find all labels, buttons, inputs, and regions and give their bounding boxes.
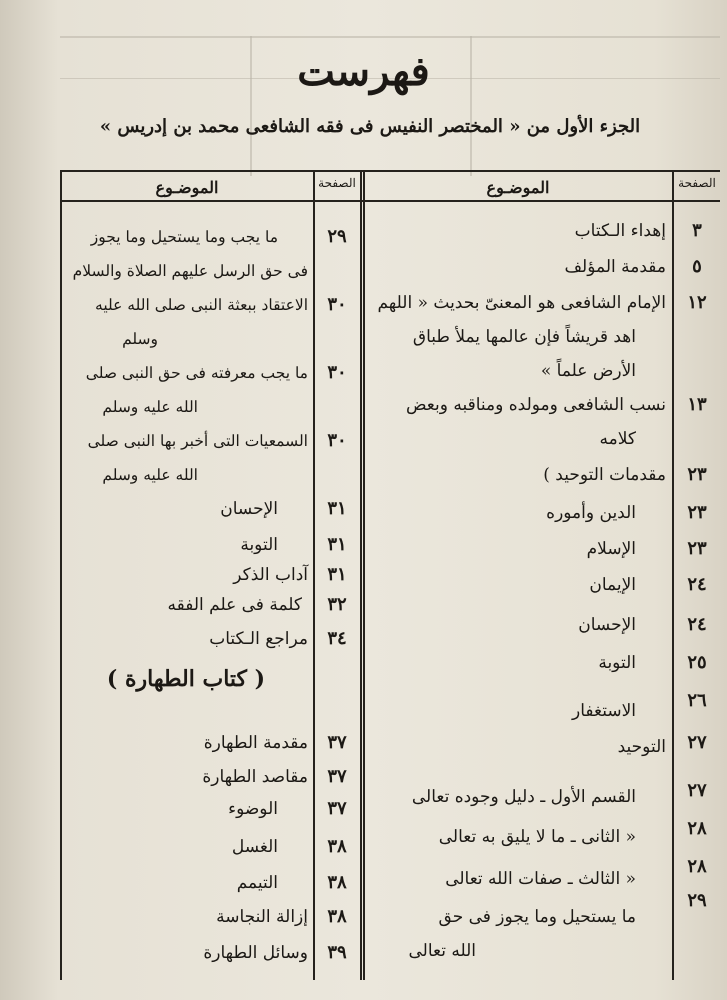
toc-entry: القسم الأول ـ دليل وجوده تعالى [411,787,636,807]
toc-entry: إهداء الـكتاب [574,221,666,241]
page-number: ٢٦ [687,690,707,711]
header-page-left: الصفحة [318,176,356,190]
page-number: ٣٠ [327,430,347,451]
page-number: ٣٨ [327,872,347,893]
page-number: ١٣ [687,394,707,415]
toc-entry: ما يجب معرفته فى حق النبى صلى الله عليه وسلم [85,364,308,416]
toc-section-entry: مقدمات التوحيد ) [543,465,666,485]
page-number: ٣٨ [327,906,347,927]
table-top-rule [60,170,720,172]
header-page-right: الصفحة [678,176,716,190]
toc-entry: « الثانى ـ ما لا يليق به تعالى [438,827,636,847]
page-number: ٢٨ [687,856,707,877]
toc-entry: التيمم [236,873,278,893]
toc-entry: التوبة [240,535,278,555]
page-number: ٣٠ [327,362,347,383]
toc-entry: مقاصد الطهارة [202,767,308,787]
toc-entry: مراجع الـكتاب [209,629,308,649]
page-number: ٣٤ [327,628,347,649]
toc-entry: الدين وأموره [546,503,636,523]
column-double-rule [360,170,365,980]
toc-entry: الاعتقاد ببعثة النبى صلى الله عليه وسلم [95,296,308,348]
page-number: ٢٤ [687,574,707,595]
toc-entry: الاستغفار [572,701,636,721]
toc-entry: إزالة النجاسة [216,907,308,927]
page-number: ٢٥ [687,652,707,673]
page-number: ٣٩ [327,942,347,963]
toc-entry: التوبة [598,653,636,673]
page-number: ٢٧ [687,732,707,753]
contents-table [60,170,720,980]
toc-entry: الغسل [231,837,278,857]
page-number: ٥ [692,256,702,277]
page-number: ٢٣ [687,538,707,559]
page-number: ٢٣ [687,502,707,523]
page-number: ٣٧ [327,766,347,787]
page-number: ٣١ [327,498,347,519]
toc-entry: نسب الشافعى ومولده ومناقبه وبعض كلامه [405,395,666,449]
header-topic-left: الموضـوع [155,178,219,197]
toc-entry: آداب الذكر [233,565,308,585]
toc-entry: ما يستحيل وما يجوز فى حق الله تعالى [408,907,636,961]
toc-entry: الإيمان [589,575,636,595]
page-number: ٢٤ [687,614,707,635]
page-number: ٢٩ [687,890,707,911]
toc-entry: كلمة فى علم الفقه [167,595,302,615]
page-number: ٣٧ [327,798,347,819]
toc-entry: مقدمة الطهارة [203,733,308,753]
header-topic-right: الموضـوع [486,178,550,197]
toc-entry: الإحسان [220,499,278,519]
toc-entry: الإسلام [586,539,636,559]
column-rule [60,170,62,980]
page-title: فهرست [297,48,430,95]
page-number: ٢٧ [687,780,707,801]
page-number: ١٢ [687,292,707,313]
toc-entry: وسائل الطهارة [203,943,308,963]
page-number: ٣١ [327,564,347,585]
toc-entry: الإحسان [578,615,636,635]
toc-entry: « الثالث ـ صفات الله تعالى [445,869,636,889]
page-number: ٣١ [327,534,347,555]
page-number: ٢٣ [687,464,707,485]
section-heading: ( كتاب الطهارة ) [106,666,266,692]
table-header-rule [60,200,720,202]
toc-entry: الإمام الشافعى هو المعنىّ بحديث « اللهم اهد قريشاً فإن عالمها يملأ طباق الأرض علماً » [377,293,666,381]
toc-entry: التوحيد [617,737,666,757]
toc-entry: مقدمة المؤلف [564,257,666,277]
book-subtitle: الجزء الأول من « المختصر النفيس فى فقه الشافعى محمد بن إدريس » [99,116,641,137]
page-number: ٣٠ [327,294,347,315]
page-number: ٣٢ [327,594,347,615]
page-number: ٢٩ [327,226,347,247]
toc-entry: الوضوء [228,799,278,819]
page-number: ٣٧ [327,732,347,753]
bleed-through-line [60,36,720,38]
toc-entry: السمعيات التى أخبر بها النبى صلى الله عليه وسلم [87,432,308,484]
page-number: ٣ [692,220,702,241]
page-number: ٢٨ [687,818,707,839]
toc-entry: ما يجب وما يستحيل وما يجوز فى حق الرسل عليهم الصلاة والسلام [72,228,308,280]
page-number: ٣٨ [327,836,347,857]
